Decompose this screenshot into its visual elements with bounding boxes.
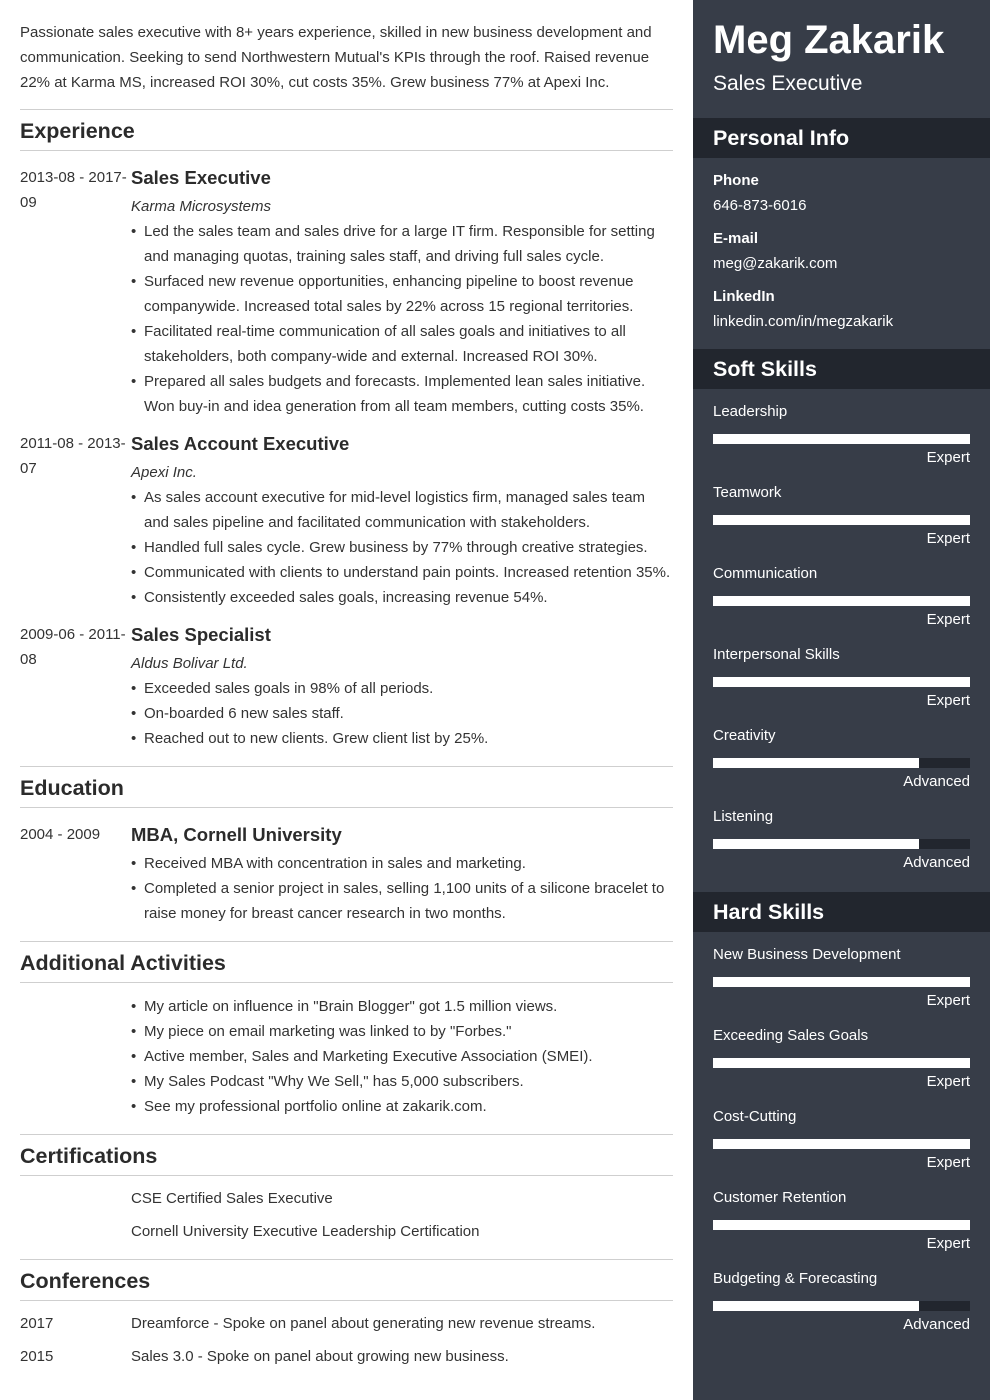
bullet-item: • Consistently exceeded sales goals, increasing revenue 54%. <box>131 585 673 610</box>
bullet-item: • My piece on email marketing was linked to by "Forbes." <box>131 1019 673 1044</box>
skill-bar <box>713 1301 970 1311</box>
certification-item: Cornell University Executive Leadership Certification <box>131 1223 480 1240</box>
phone-value: 646-873-6016 <box>713 197 807 214</box>
skill-bar-fill <box>713 839 919 849</box>
skill-name: Leadership <box>713 403 788 420</box>
education-bullets <box>131 851 673 926</box>
job-title: Sales Executive <box>131 167 271 188</box>
bullet-item: • Prepared all sales budgets and forecasts. Implemented lean sales initiative. Won buy-in and idea generation from all team members, cutting costs 35%. <box>131 369 673 419</box>
skill-item <box>693 1013 990 1094</box>
conference-text: Dreamforce - Spoke on panel about generating new revenue streams. <box>131 1315 596 1332</box>
skill-level: Expert <box>926 1073 970 1090</box>
email-value: meg@zakarik.com <box>713 255 838 272</box>
personal-info-heading: Personal Info <box>693 118 990 158</box>
bullet-item: • Completed a senior project in sales, selling 1,100 units of a silicone bracelet to raise money for breast cancer research in two months. <box>131 876 673 926</box>
skill-bar <box>713 1220 970 1230</box>
bullet-item: • Led the sales team and sales drive for a large IT firm. Responsible for setting and managing quotas, training sales staff, and driving full sales cycle. <box>131 219 673 269</box>
skill-name: Customer Retention <box>713 1189 847 1206</box>
conference-entry <box>20 1344 673 1369</box>
job-entry <box>20 165 673 419</box>
skill-bar <box>713 677 970 687</box>
activities-entry <box>20 994 673 1119</box>
skill-name: Interpersonal Skills <box>713 646 840 663</box>
conferences-heading: Conferences <box>20 1259 673 1301</box>
skill-level: Advanced <box>903 854 970 871</box>
activities-bullets <box>131 994 673 1119</box>
job-entry <box>20 431 673 610</box>
conference-year: 2015 <box>20 1348 54 1365</box>
skill-bar-fill <box>713 977 970 987</box>
bullet-item: • My Sales Podcast "Why We Sell," has 5,000 subscribers. <box>131 1069 673 1094</box>
skill-bar <box>713 515 970 525</box>
job-title: Sales Account Executive <box>131 433 350 454</box>
skill-name: Communication <box>713 565 818 582</box>
job-company: Aldus Bolivar Ltd. <box>131 655 248 672</box>
person-title: Sales Executive <box>713 72 863 95</box>
skill-level: Expert <box>926 1154 970 1171</box>
bullet-item: • My article on influence in "Brain Blogger" got 1.5 million views. <box>131 994 673 1019</box>
email-label: E-mail <box>713 230 759 247</box>
skill-bar <box>713 596 970 606</box>
skill-item <box>693 470 990 551</box>
bullet-item: • Communicated with clients to understand pain points. Increased retention 35%. <box>131 560 673 585</box>
skill-name: Cost-Cutting <box>713 1108 797 1125</box>
person-name: Meg Zakarik <box>713 18 945 62</box>
job-company: Karma Microsystems <box>131 198 272 215</box>
hard-skills-heading: Hard Skills <box>693 892 990 932</box>
experience-list <box>20 165 673 751</box>
skill-bar-fill <box>713 1058 970 1068</box>
bullet-item: • On-boarded 6 new sales staff. <box>131 701 673 726</box>
skill-item <box>693 389 990 470</box>
certifications-heading: Certifications <box>20 1134 673 1176</box>
skill-item <box>693 1094 990 1175</box>
skill-bar <box>713 977 970 987</box>
phone-label: Phone <box>713 172 759 189</box>
skill-item <box>693 1175 990 1256</box>
skill-item <box>693 794 990 875</box>
skill-bar-fill <box>713 596 970 606</box>
skill-item <box>693 1256 990 1337</box>
bullet-item: • Handled full sales cycle. Grew business by 77% through creative strategies. <box>131 535 673 560</box>
conference-text: Sales 3.0 - Spoke on panel about growing new business. <box>131 1348 509 1365</box>
skill-bar <box>713 758 970 768</box>
skill-bar-fill <box>713 1301 919 1311</box>
skill-item <box>693 551 990 632</box>
hard-skills-list <box>693 932 990 1337</box>
skill-name: Exceeding Sales Goals <box>713 1027 869 1044</box>
skill-name: Budgeting & Forecasting <box>713 1270 878 1287</box>
linkedin-label: LinkedIn <box>713 288 775 305</box>
bullet-item: • See my professional portfolio online at zakarik.com. <box>131 1094 673 1119</box>
skill-level: Expert <box>926 530 970 547</box>
skill-level: Advanced <box>903 773 970 790</box>
certification-entry <box>20 1186 673 1211</box>
personal-info <box>693 158 990 349</box>
skill-name: Teamwork <box>713 484 782 501</box>
conference-entry <box>20 1311 673 1336</box>
skill-name: Creativity <box>713 727 776 744</box>
experience-heading: Experience <box>20 109 673 151</box>
skill-level: Expert <box>926 692 970 709</box>
job-bullets <box>131 219 673 419</box>
certification-item: CSE Certified Sales Executive <box>131 1190 333 1207</box>
sidebar <box>693 0 990 1400</box>
bullet-item: • Exceeded sales goals in 98% of all periods. <box>131 676 673 701</box>
skill-bar-fill <box>713 758 919 768</box>
certification-entry <box>20 1219 673 1244</box>
job-title: Sales Specialist <box>131 624 271 645</box>
conference-year: 2017 <box>20 1315 54 1332</box>
skill-bar <box>713 1058 970 1068</box>
bullet-item: • Received MBA with concentration in sales and marketing. <box>131 851 673 876</box>
bullet-item: • Surfaced new revenue opportunities, enhancing pipeline to boost revenue companywide. Increased total sales by 22% across 15 regional territories. <box>131 269 673 319</box>
skill-bar <box>713 1139 970 1149</box>
linkedin-value: linkedin.com/in/megzakarik <box>713 313 894 330</box>
summary: Passionate sales executive with 8+ years experience, skilled in new business development and communication. Seeking to send Northwestern Mutual's KPIs through the roof. Raised revenue 22% at Karma MS, increased ROI 30%, cut costs 35%. Grew business 77% at Apexi Inc. <box>20 24 652 91</box>
skill-level: Advanced <box>903 1316 970 1333</box>
job-bullets <box>131 676 673 751</box>
job-dates: 2011-08 - 2013-07 <box>20 435 126 477</box>
skill-bar-fill <box>713 434 970 444</box>
skill-bar-fill <box>713 677 970 687</box>
main-column <box>20 0 673 1369</box>
skill-name: New Business Development <box>713 946 901 963</box>
skill-bar-fill <box>713 1139 970 1149</box>
job-dates: 2009-06 - 2011-08 <box>20 626 126 668</box>
skill-level: Expert <box>926 992 970 1009</box>
job-dates: 2013-08 - 2017-09 <box>20 169 127 211</box>
skill-bar-fill <box>713 1220 970 1230</box>
activities-heading: Additional Activities <box>20 941 673 983</box>
soft-skills-heading: Soft Skills <box>693 349 990 389</box>
bullet-item: • As sales account executive for mid-level logistics firm, managed sales team and sales pipeline and facilitated communication with stakeholders. <box>131 485 673 535</box>
skill-bar <box>713 839 970 849</box>
job-bullets <box>131 485 673 610</box>
skill-name: Listening <box>713 808 774 825</box>
bullet-item: • Reached out to new clients. Grew client list by 25%. <box>131 726 673 751</box>
bullet-item: • Active member, Sales and Marketing Executive Association (SMEI). <box>131 1044 673 1069</box>
bullet-item: • Facilitated real-time communication of all sales goals and initiatives to all stakeholders, both company-wide and external. Increased ROI 30%. <box>131 319 673 369</box>
skill-item <box>693 632 990 713</box>
education-entry <box>20 822 673 926</box>
education-heading: Education <box>20 766 673 808</box>
skill-item <box>693 713 990 794</box>
skill-level: Expert <box>926 611 970 628</box>
skill-bar-fill <box>713 515 970 525</box>
skill-bar <box>713 434 970 444</box>
education-dates: 2004 - 2009 <box>20 826 101 843</box>
skill-level: Expert <box>926 1235 970 1252</box>
job-entry <box>20 622 673 751</box>
job-company: Apexi Inc. <box>131 464 197 481</box>
skill-level: Expert <box>926 449 970 466</box>
skill-item <box>693 932 990 1013</box>
education-degree: MBA, Cornell University <box>131 824 342 845</box>
soft-skills-list <box>693 389 990 892</box>
